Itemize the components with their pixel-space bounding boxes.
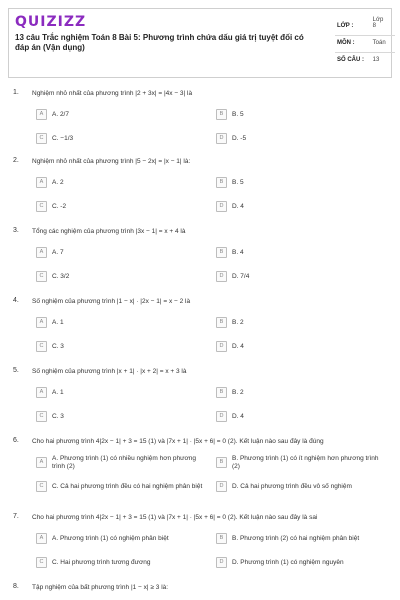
option-d[interactable]	[216, 557, 386, 568]
option-letter-box: D	[216, 271, 227, 282]
option-text: D. 7/4	[232, 273, 250, 280]
option-text: A. 2	[52, 179, 64, 186]
option-text: C. −1/3	[52, 135, 74, 142]
option-b[interactable]	[216, 533, 386, 544]
option-letter-box: C	[36, 481, 47, 492]
option-b[interactable]	[216, 317, 386, 328]
question-text: Nghiệm nhỏ nhất của phương trình |2 + 3x| = |4x − 3| là	[32, 90, 193, 97]
option-letter-box: B	[216, 109, 227, 120]
meta-divider	[335, 35, 395, 36]
meta-label: SỐ CÂU :	[337, 57, 364, 63]
option-letter-box: A	[36, 387, 47, 398]
option-b[interactable]	[216, 247, 386, 258]
option-letter-box: B	[216, 247, 227, 258]
option-text: D. Cả hai phương trình đều vô số nghiệm	[232, 483, 352, 490]
option-d[interactable]	[216, 341, 386, 352]
option-b[interactable]	[216, 177, 386, 188]
option-letter-box: A	[36, 177, 47, 188]
option-c[interactable]	[36, 271, 206, 282]
option-letter-box: A	[36, 109, 47, 120]
option-text: A. 7	[52, 249, 64, 256]
option-letter-box: B	[216, 387, 227, 398]
option-c[interactable]	[36, 341, 206, 352]
question-text: Tổng các nghiệm của phương trình |3x − 1| = x + 4 là	[32, 228, 186, 235]
option-text: B. Phương trình (1) có ít nghiệm hơn phương trình (2)	[232, 455, 379, 470]
option-letter-box: D	[216, 341, 227, 352]
option-text: B. 4	[232, 249, 244, 256]
option-letter-box: C	[36, 557, 47, 568]
option-text: D. -5	[232, 135, 247, 142]
meta-label: LỚP :	[337, 23, 354, 29]
meta-value: Lớp 8	[372, 17, 384, 29]
option-b[interactable]	[216, 457, 386, 468]
option-letter-box: C	[36, 411, 47, 422]
option-a[interactable]	[36, 533, 206, 544]
option-text: C. 3/2	[52, 273, 70, 280]
option-letter-box: C	[36, 201, 47, 212]
worksheet-title: 13 câu Trắc nghiệm Toán 8 Bài 5: Phương trình chứa dấu giá trị tuyệt đối có đáp án (Vận dụng)	[15, 33, 304, 52]
option-c[interactable]	[36, 481, 206, 492]
question-text: Số nghiệm của phương trình |x + 1| · |x + 2| = x + 3 là	[32, 368, 187, 375]
option-letter-box: A	[36, 317, 47, 328]
option-text: C. Cả hai phương trình đều có hai nghiệm phân biệt	[52, 483, 203, 490]
option-text: C. 3	[52, 343, 64, 350]
meta-count	[337, 57, 387, 63]
option-letter-box: C	[36, 133, 47, 144]
option-text: D. 4	[232, 413, 244, 420]
option-letter-box: D	[216, 481, 227, 492]
option-d[interactable]	[216, 201, 386, 212]
option-a[interactable]	[36, 177, 206, 188]
option-text: B. 5	[232, 179, 244, 186]
option-a[interactable]	[36, 387, 206, 398]
option-b[interactable]	[216, 387, 386, 398]
option-text: D. 4	[232, 343, 244, 350]
option-letter-box: D	[216, 557, 227, 568]
option-c[interactable]	[36, 411, 206, 422]
option-text: A. 1	[52, 319, 64, 326]
question-number: 1.	[13, 89, 19, 96]
option-letter-box: B	[216, 177, 227, 188]
question-text: Số nghiệm của phương trình |1 − x| · |2x − 1| = x − 2 là	[32, 298, 191, 305]
option-c[interactable]	[36, 201, 206, 212]
meta-value: Toán	[372, 40, 386, 46]
option-text: B. Phương trình (2) có hai nghiệm phân biệt	[232, 535, 360, 542]
option-text: D. 4	[232, 203, 244, 210]
option-text: B. 2	[232, 389, 244, 396]
question-number: 4.	[13, 297, 19, 304]
meta-label: MÔN :	[337, 40, 355, 46]
quizizz-logo: QUIZIZZ	[15, 14, 87, 30]
option-c[interactable]	[36, 557, 206, 568]
meta-divider	[335, 52, 395, 53]
question-number: 7.	[13, 513, 19, 520]
option-d[interactable]	[216, 481, 386, 492]
option-letter-box: B	[216, 533, 227, 544]
option-text: A. 1	[52, 389, 64, 396]
option-text: C. -2	[52, 203, 67, 210]
option-text: C. Hai phương trình tương đương	[52, 559, 151, 566]
option-letter-box: B	[216, 317, 227, 328]
question-number: 2.	[13, 157, 19, 164]
option-letter-box: C	[36, 271, 47, 282]
option-text: B. 5	[232, 111, 244, 118]
option-letter-box: A	[36, 247, 47, 258]
option-letter-box: B	[216, 457, 227, 468]
worksheet-header	[8, 8, 392, 78]
question-number: 3.	[13, 227, 19, 234]
option-c[interactable]	[36, 133, 206, 144]
question-number: 5.	[13, 367, 19, 374]
option-a[interactable]	[36, 109, 206, 120]
option-a[interactable]	[36, 457, 206, 468]
option-a[interactable]	[36, 247, 206, 258]
meta-value: 13	[372, 57, 380, 63]
option-d[interactable]	[216, 411, 386, 422]
option-a[interactable]	[36, 317, 206, 328]
option-text: A. Phương trình (1) có nghiệm phân biệt	[52, 535, 169, 542]
option-letter-box: D	[216, 133, 227, 144]
question-text: Nghiệm nhỏ nhất của phương trình |5 − 2x| = |x − 1| là:	[32, 158, 191, 165]
option-letter-box: A	[36, 533, 47, 544]
option-text: D. Phương trình (1) có nghiệm nguyên	[232, 559, 344, 566]
option-d[interactable]	[216, 271, 386, 282]
question-number: 8.	[13, 583, 19, 590]
question-number: 6.	[13, 437, 19, 444]
question-text: Cho hai phương trình 4|2x − 1| + 3 = 15 (1) và |7x + 1| · |5x + 6| = 0 (2). Kết luận nào sau đây là đúng	[32, 438, 324, 445]
question-text: Tập nghiệm của bất phương trình |1 − x| ≥ 3 là:	[32, 584, 169, 591]
option-d[interactable]	[216, 133, 386, 144]
option-letter-box: D	[216, 201, 227, 212]
option-b[interactable]	[216, 109, 386, 120]
question-text: Cho hai phương trình 4|2x − 1| + 3 = 15 (1) và |7x + 1| · |5x + 6| = 0 (2). Kết luận nào sau đây là sai	[32, 514, 318, 521]
meta-class	[337, 17, 387, 29]
option-text: C. 3	[52, 413, 64, 420]
option-letter-box: D	[216, 411, 227, 422]
meta-subject	[337, 40, 387, 46]
option-letter-box: A	[36, 457, 47, 468]
option-letter-box: C	[36, 341, 47, 352]
option-text: B. 2	[232, 319, 244, 326]
option-text: A. 2/7	[52, 111, 69, 118]
option-text: A. Phương trình (1) có nhiều nghiệm hơn phương trình (2)	[52, 455, 196, 470]
